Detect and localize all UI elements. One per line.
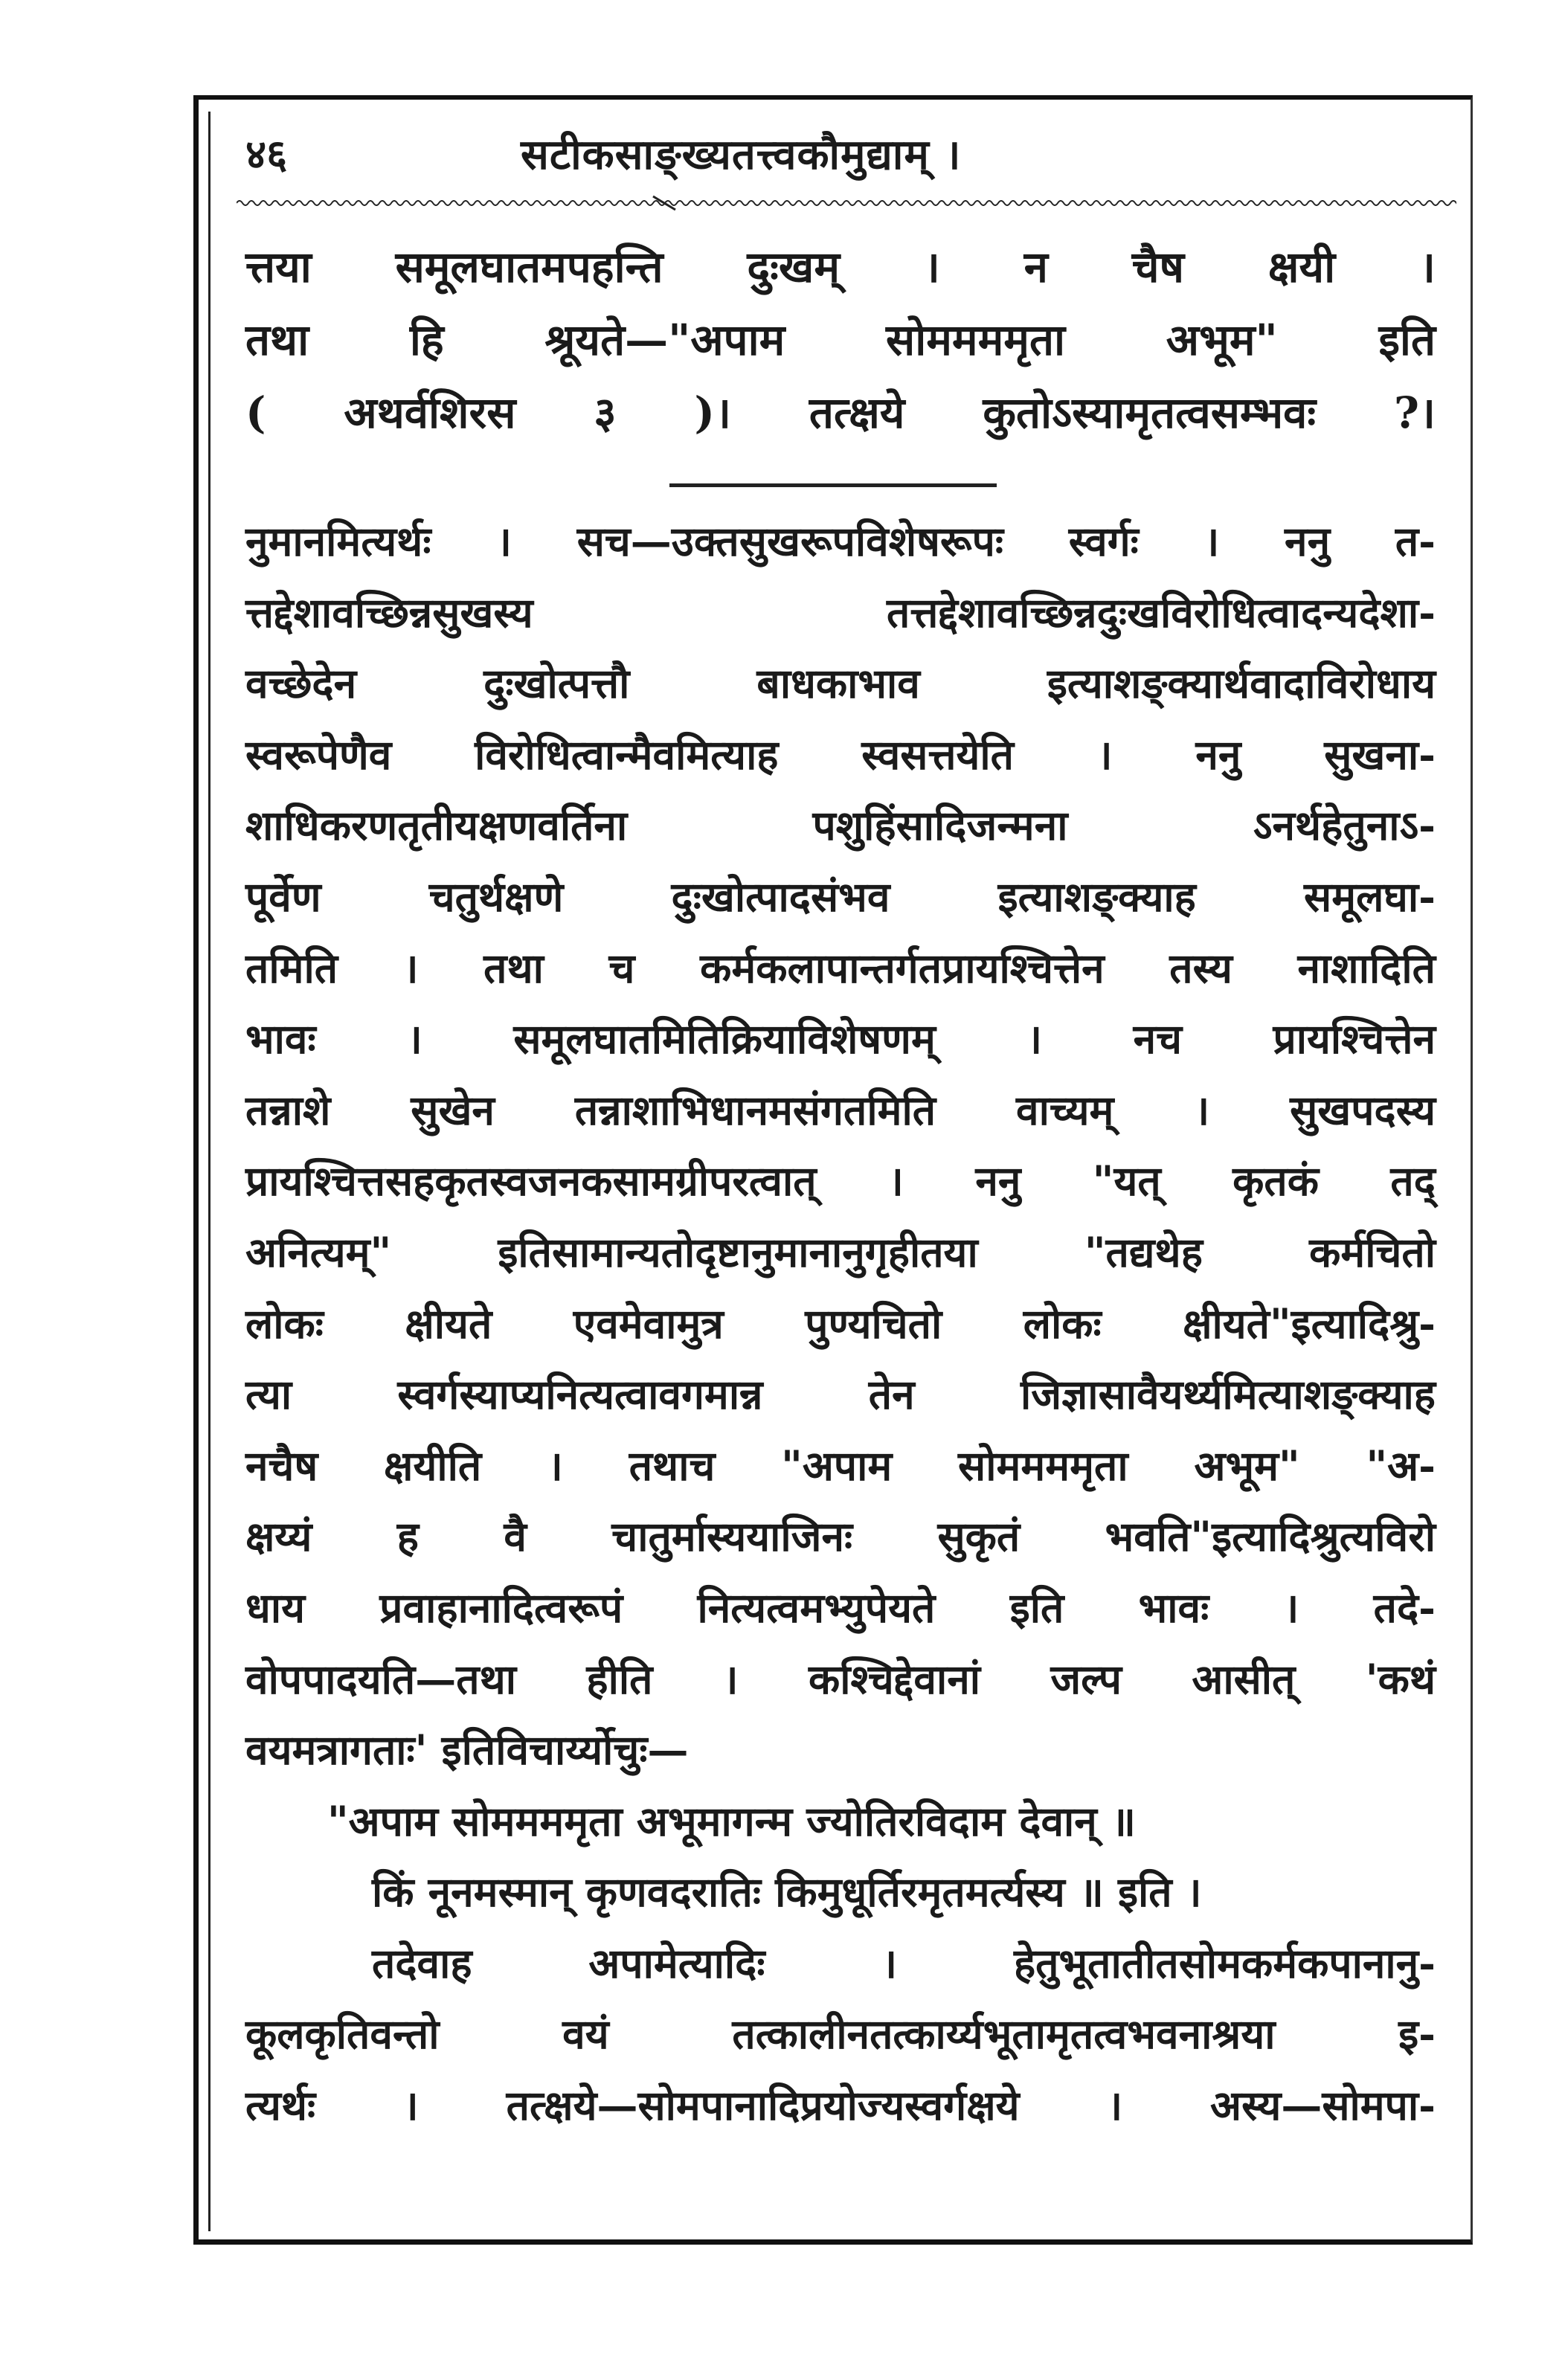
commentary-line: अनित्यम्" इतिसामान्यतोदृष्टानुमानानुगृहीतया "तद्यथेह कर्मचितो	[245, 1227, 1436, 1276]
page-inner-rule	[208, 112, 210, 2231]
mula-text	[245, 231, 1436, 449]
commentary-line: लोकः क्षीयते एवमेवामुत्र पुण्यचितो लोकः क्षीयते"इत्यादिश्रु-	[245, 1299, 1436, 1348]
commentary-line: पूर्वेण चतुर्थक्षणे दुःखोत्पादसंभव इत्याशङ्क्याह समूलघा-	[245, 872, 1436, 921]
commentary-text	[245, 506, 1436, 2141]
verse-line: किं नूनमस्मान् कृणवदरातिः किमुधूर्तिरमृतमर्त्यस्य ॥ इति ।	[372, 1868, 1202, 1917]
wavy-rule	[237, 195, 1456, 211]
mula-line: तथा हि श्रूयते—"अपाम सोममममृता अभूम" इति	[245, 315, 1436, 365]
section-divider	[669, 483, 997, 487]
commentary-line: कूलकृतिवन्तो वयं तत्कालीनतत्कार्य्यभूतामृतत्वभवनाश्रया इ-	[245, 2010, 1436, 2059]
commentary-line: नुमानमित्यर्थः । सच—उक्तसुखरूपविशेषरूपः स्वर्गः । ननु त-	[245, 517, 1436, 565]
mula-line: त्तया समूलघातमपहन्ति दुःखम् । न चैष क्षयी ।	[245, 242, 1436, 292]
commentary-line: त्तद्देशावच्छिन्नसुखस्य तत्तद्देशावच्छिन्नदुःखविरोधित्वादन्यदेशा-	[245, 588, 1436, 637]
commentary-line: स्वरूपेणैव विरोधित्वान्मैवमित्याह स्वसत्तयेति । ननु सुखना-	[245, 730, 1436, 779]
verse-line: "अपाम सोममममृता अभूमागन्म ज्योतिरविदाम देवान् ॥	[327, 1796, 1136, 1845]
page-number: ४६	[245, 131, 288, 178]
commentary-line: प्रायश्चित्तसहकृतस्वजनकसामग्रीपरत्वात् । ननु "यत् कृतकं तद्	[245, 1157, 1436, 1206]
commentary-line: वोपपादयति—तथा हीति । कश्चिद्देवानां जल्प आसीत् 'कथं	[245, 1654, 1436, 1703]
commentary-line: वच्छेदेन दुःखोत्पत्तौ बाधकाभाव इत्याशङ्क्यार्थवादाविरोधाय	[245, 659, 1436, 708]
commentary-line: तमिति । तथा च कर्मकलापान्तर्गतप्रायश्चित्तेन तस्य नाशादिति	[245, 943, 1436, 992]
commentary-line: शाधिकरणतृतीयक्षणवर्तिना पशुहिंसादिजन्मना ऽनर्थहेतुनाऽ-	[245, 801, 1436, 850]
commentary-line: तन्नाशे सुखेन तन्नाशाभिधानमसंगतमिति वाच्यम् । सुखपदस्य	[245, 1085, 1436, 1134]
commentary-line: नचैष क्षयीति । तथाच "अपाम सोममममृता अभूम" "अ-	[245, 1441, 1436, 1490]
commentary-line: तदेवाह अपामेत्यादिः । हेतुभूतातीतसोमकर्मकपानानु-	[372, 1938, 1436, 1987]
mula-line: ( अथर्वशिरस ३ )। तत्क्षये कुतोऽस्यामृतत्वसम्भवः ?।	[245, 387, 1436, 438]
commentary-line: वयमत्रागताः' इतिविचार्य्योचुः—	[245, 1726, 689, 1775]
commentary-line: क्षय्यं ह वै चातुर्मास्ययाजिनः सुकृतं भवति"इत्यादिश्रुत्यविरो	[245, 1512, 1436, 1561]
commentary-line: त्या स्वर्गस्याप्यनित्यत्वावगमान्न तेन जिज्ञासावैयर्थ्यमित्याशङ्क्याह	[245, 1370, 1436, 1419]
commentary-line: भावः । समूलघातमितिक्रियाविशेषणम् । नच प्रायश्चित्तेन	[245, 1014, 1436, 1064]
running-title: सटीकसाङ्ख्यतत्त्वकौमुद्याम् ।	[521, 131, 962, 179]
commentary-line: त्यर्थः । तत्क्षये—सोमपानादिप्रयोज्यस्वर्गक्षये । अस्य—सोमपा-	[245, 2081, 1436, 2130]
page-header	[238, 119, 1443, 186]
commentary-line: धाय प्रवाहानादित्वरूपं नित्यत्वमभ्युपेयते इति भावः । तदे-	[245, 1583, 1436, 1632]
